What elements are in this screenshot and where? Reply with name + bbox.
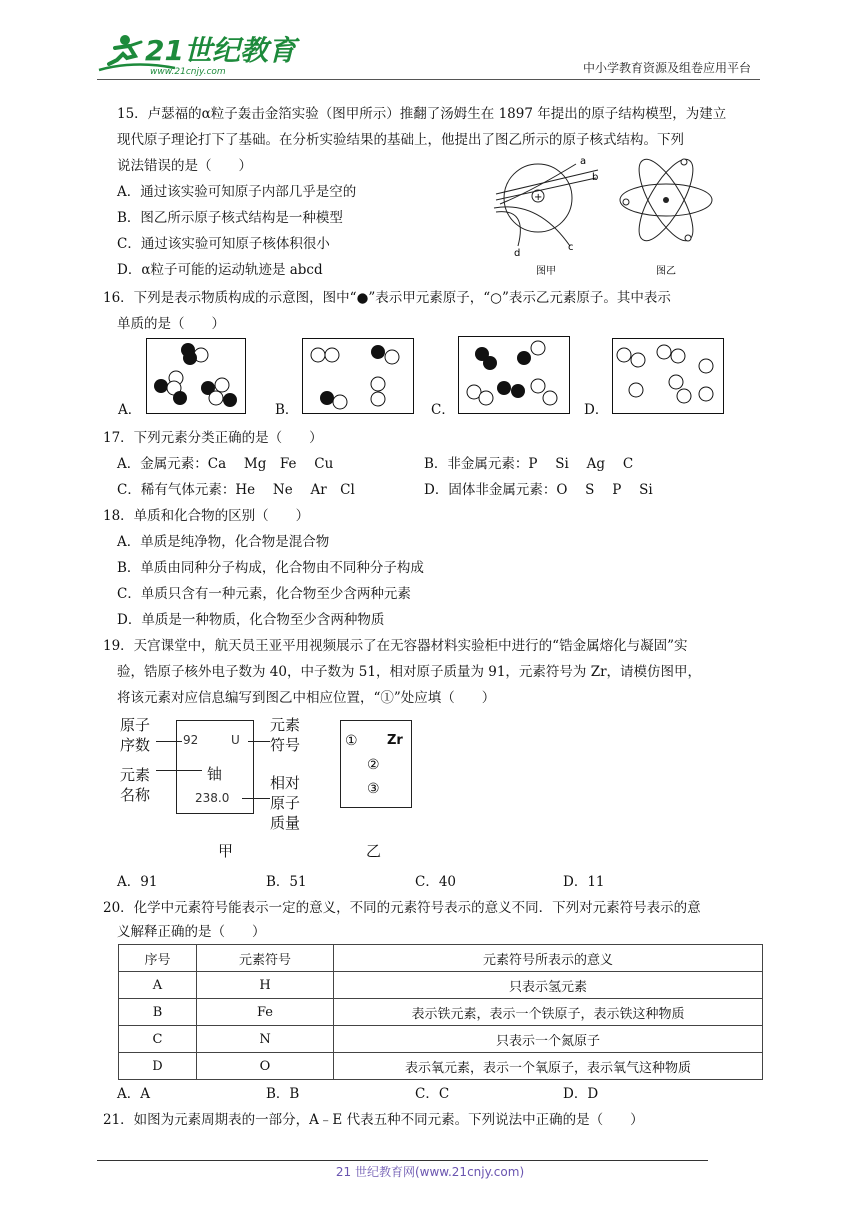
q18-option-a: A．单质是纯净物，化合物是混合物 <box>117 534 330 550</box>
q15-label-b: b <box>592 172 599 183</box>
table-row <box>119 1053 763 1080</box>
jia-mass: 238.0 <box>195 791 230 805</box>
q15-option-d: D．α粒子可能的运动轨迹是 abcd <box>117 262 323 278</box>
q16-label-b: B． <box>275 402 299 418</box>
q16-box-c <box>458 336 570 414</box>
q19-line-1: 19．天宫课堂中，航天员王亚平用视频展示了在无容器材料实验柜中进行的“锆金属熔化与凝固”实 <box>103 638 688 654</box>
table-row <box>119 999 763 1026</box>
jia-label-atomic-number-2: 序数 <box>120 736 151 754</box>
q19-line-2: 验，锆原子核外电子数为 40，中子数为 51，相对原子质量为 91，元素符号为 Zr，请模仿图甲， <box>117 664 702 680</box>
jia-atomic-number: 92 <box>183 733 199 747</box>
q15-caption-yi: 图乙 <box>656 266 676 277</box>
q19-option-d: D．11 <box>563 874 605 890</box>
q19-option-c: C．40 <box>415 874 457 890</box>
q20-option-b: B．B <box>266 1086 300 1102</box>
q18-option-b: B．单质由同种分子构成，化合物由不同种分子构成 <box>117 560 424 576</box>
logo-url: www.21cnjy.com <box>150 67 226 77</box>
jia-label-symbol-1: 元素 <box>270 716 301 734</box>
q16-line-1: 16．下列是表示物质构成的示意图，图中“●”表示甲元素原子，“○”表示乙元素原子。其中表示 <box>103 290 671 306</box>
q20-line-1: 20．化学中元素符号能表示一定的意义，不同的元素符号表示的意义不同．下列对元素符号表示的意 <box>103 900 701 916</box>
q17-stem: 17．下列元素分类正确的是（ ） <box>103 430 323 446</box>
jia-label-element-name-2: 名称 <box>120 786 151 804</box>
yi-circle-1: ① <box>345 733 358 749</box>
jia-label-mass-3: 质量 <box>270 814 301 832</box>
q20-table <box>118 944 763 1080</box>
q15-option-c: C．通过该实验可知原子核体积很小 <box>117 236 330 252</box>
table-row <box>119 1026 763 1053</box>
q17-option-d: D．固体非金属元素：O S P Si <box>424 482 653 498</box>
q16-box-d <box>612 338 724 414</box>
table-cell: A <box>119 972 197 999</box>
table-cell: D <box>119 1053 197 1080</box>
q15-line-1: 15．卢瑟福的α粒子轰击金箔实验（图甲所示）推翻了汤姆生在 1897 年提出的原子结构模型，为建立 <box>117 106 727 122</box>
q19-option-b: B．51 <box>266 874 307 890</box>
site-logo <box>95 30 296 78</box>
q19-figure-jia <box>118 714 318 864</box>
jia-pointer-name <box>156 770 202 771</box>
q16-box-a <box>146 338 246 414</box>
q15-line-3: 说法错误的是（ ） <box>117 158 252 174</box>
yi-symbol: Zr <box>387 733 403 748</box>
q15-label-d: d <box>514 248 521 259</box>
yi-circle-3: ③ <box>367 781 380 797</box>
platform-name: 中小学教育资源及组卷应用平台 <box>583 61 752 75</box>
table-header-cell: 序号 <box>119 945 197 972</box>
table-row <box>119 972 763 999</box>
jia-element-name: 铀 <box>207 765 223 783</box>
table-header-cell: 元素符号 <box>197 945 334 972</box>
q17-option-c: C．稀有气体元素：He Ne Ar Cl <box>117 482 355 498</box>
table-header-cell: 元素符号所表示的意义 <box>334 945 763 972</box>
footer-text: 21 世纪教育网(www.21cnjy.com) <box>335 1165 525 1179</box>
svg-text:+: + <box>534 192 543 203</box>
table-cell: 表示氧元素，表示一个氧原子，表示氧气这种物质 <box>334 1053 763 1080</box>
footer-rule <box>97 1160 708 1161</box>
q18-option-c: C．单质只含有一种元素，化合物至少含两种元素 <box>117 586 411 602</box>
table-cell: 表示铁元素，表示一个铁原子，表示铁这种物质 <box>334 999 763 1026</box>
q15-label-a: a <box>580 156 587 167</box>
q21-stem: 21．如图为元素周期表的一部分，A﹣E 代表五种不同元素。下列说法中正确的是（ ） <box>103 1112 644 1128</box>
q19-figure-yi <box>340 720 420 862</box>
yi-caption: 乙 <box>366 842 382 860</box>
q20-line-2: 义解释正确的是（ ） <box>117 924 266 940</box>
yi-circle-2: ② <box>367 757 380 773</box>
q17-option-b: B．非金属元素：P Si Ag C <box>424 456 634 472</box>
logo-text: 21世纪教育 <box>145 34 296 67</box>
q19-line-3: 将该元素对应信息编写到图乙中相应位置，“①”处应填（ ） <box>117 690 496 706</box>
table-cell: B <box>119 999 197 1026</box>
q20-option-c: C．C <box>415 1086 450 1102</box>
q15-option-a: A．通过该实验可知原子内部几乎是空的 <box>117 184 357 200</box>
jia-label-element-name-1: 元素 <box>120 766 151 784</box>
table-cell: Fe <box>197 999 334 1026</box>
jia-element-card <box>176 720 254 814</box>
q15-figure-yi <box>618 150 728 280</box>
jia-symbol: U <box>231 733 240 747</box>
q15-line-2: 现代原子理论打下了基础。在分析实验结果的基础上，他提出了图乙所示的原子核式结构。下列 <box>117 132 684 148</box>
jia-label-atomic-number-1: 原子 <box>120 716 151 734</box>
yi-element-card <box>340 720 412 808</box>
q15-label-c: c <box>568 242 574 253</box>
header-rule <box>97 79 760 80</box>
q19-option-a: A．91 <box>117 874 158 890</box>
table-cell: 只表示一个氮原子 <box>334 1026 763 1053</box>
q16-label-d: D． <box>584 402 609 418</box>
table-header-row <box>119 945 763 972</box>
jia-pointer-symbol <box>248 741 270 742</box>
jia-label-mass-1: 相对 <box>270 774 301 792</box>
q16-label-a: A． <box>118 402 142 418</box>
q15-figure-jia <box>488 150 608 280</box>
table-cell: 只表示氢元素 <box>334 972 763 999</box>
table-cell: O <box>197 1053 334 1080</box>
table-cell: H <box>197 972 334 999</box>
q15-option-b: B．图乙所示原子核式结构是一种模型 <box>117 210 343 226</box>
q17-option-a: A．金属元素：Ca Mg Fe Cu <box>117 456 334 472</box>
jia-caption: 甲 <box>218 842 234 860</box>
q18-option-d: D．单质是一种物质，化合物至少含两种物质 <box>117 612 385 628</box>
q18-stem: 18．单质和化合物的区别（ ） <box>103 508 310 524</box>
table-cell: N <box>197 1026 334 1053</box>
jia-pointer-number <box>156 741 182 742</box>
jia-label-symbol-2: 符号 <box>270 736 301 754</box>
q20-option-a: A．A <box>117 1086 150 1102</box>
jia-pointer-mass <box>242 798 270 799</box>
q16-line-2: 单质的是（ ） <box>117 316 225 332</box>
q16-box-b <box>302 338 414 414</box>
q15-caption-jia: 图甲 <box>536 266 556 277</box>
q16-label-c: C． <box>431 402 455 418</box>
table-cell: C <box>119 1026 197 1053</box>
jia-label-mass-2: 原子 <box>270 794 301 812</box>
q20-option-d: D．D <box>563 1086 599 1102</box>
